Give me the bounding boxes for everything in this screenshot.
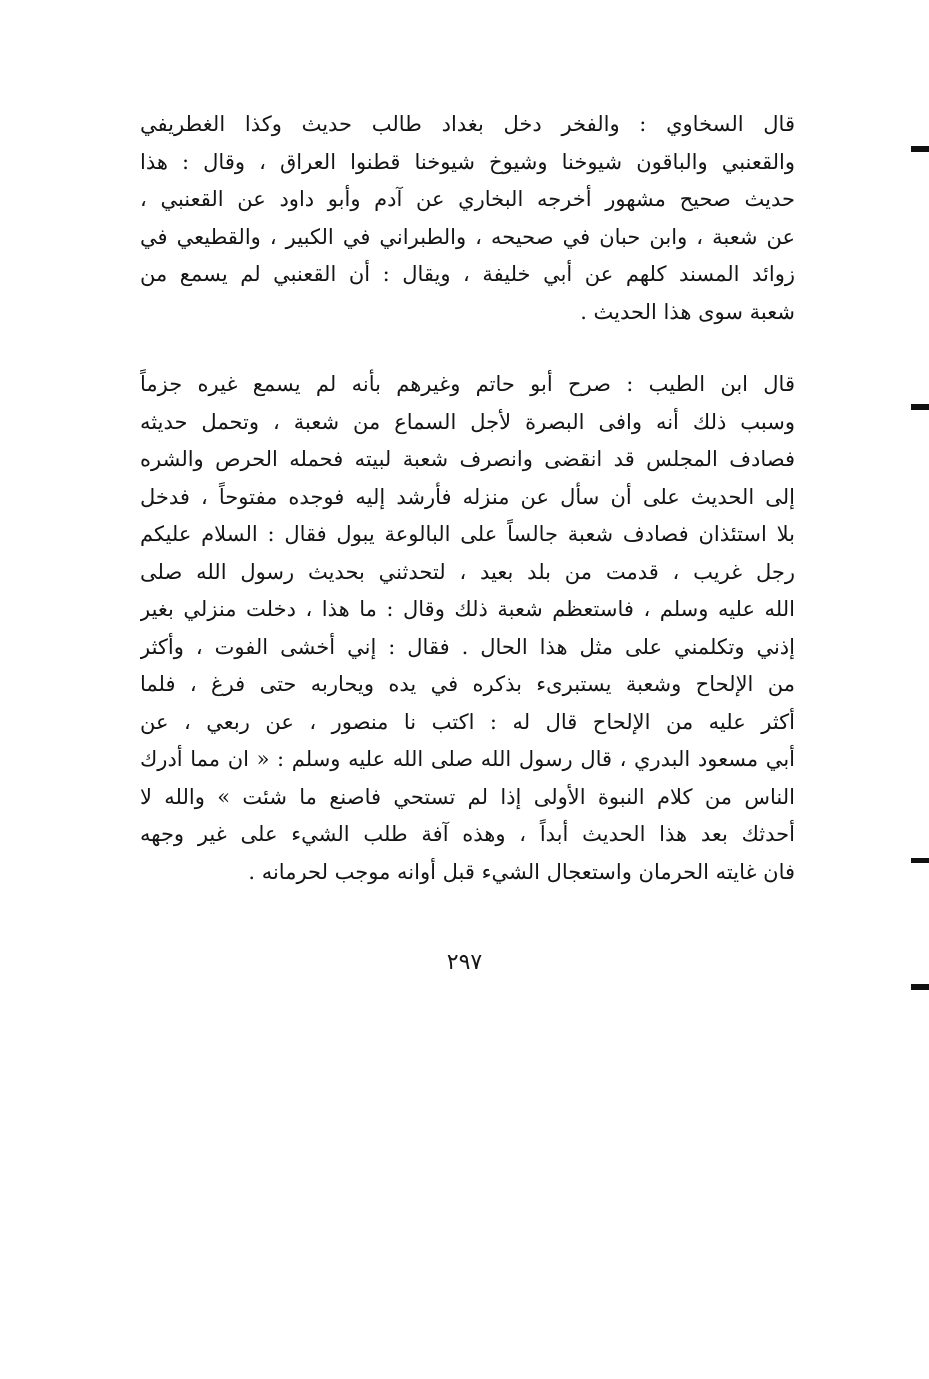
text-line: رجل غريب ، قدمت من بلد بعيد ، لتحدثني بحديث رسول الله صلى [140, 559, 795, 584]
text-line: الناس من كلام النبوة الأولى إذا لم تستحي فاصنع ما شئت » والله لا [140, 784, 795, 809]
text-line: والقعنبي والباقون شيوخنا وشيوخ شيوخنا قطنوا العراق ، وقال : هذا [140, 149, 795, 174]
text-line: شعبة سوى هذا الحديث . [580, 299, 795, 324]
text-line: بلا استئذان فصادف شعبة جالساً على البالوعة يبول فقال : السلام عليكم [140, 522, 795, 546]
text-line: زوائد المسند كلهم عن أبي خليفة ، ويقال : أن القعنبي لم يسمع من [140, 262, 795, 286]
text-line: فان غايته الحرمان واستعجال الشيء قبل أوانه موجب لحرمانه . [248, 859, 795, 884]
text-line: إذني وتكلمني على مثل هذا الحال . فقال : إني أخشى الفوت ، وأكثر [140, 634, 795, 659]
text-line: وسبب ذلك أنه وافى البصرة لأجل السماع من شعبة ، وتحمل حديثه [140, 409, 795, 434]
text-line: قال ابن الطيب : صرح أبو حاتم وغيرهم بأنه لم يسمع غيره جزماً [140, 372, 795, 396]
page-number: ٢٩٧ [446, 950, 483, 975]
text-line: حديث صحيح مشهور أخرجه البخاري عن آدم وأبو داود عن القعنبي ، [140, 187, 795, 211]
text-line: الله عليه وسلم ، فاستعظم شعبة ذلك وقال : ما هذا ، دخلت منزلي بغير [140, 597, 795, 621]
text-line: من الإلحاح وشعبة يستبرىء بذكره في يده ويحاربه حتى فرغ ، فلما [140, 672, 795, 696]
text-line: أحدثك بعد هذا الحديث أبداً ، وهذه آفة طلب الشيء على غير وجهه [140, 822, 795, 846]
paragraph-2 [140, 366, 795, 891]
paragraph-1 [140, 106, 795, 331]
text-line: أكثر عليه من الإلحاح قال له : اكتب نا منصور ، عن ربعي ، عن [140, 709, 795, 734]
scan-edge-mark [911, 404, 929, 410]
scan-edge-mark [911, 146, 929, 152]
text-line: أبي مسعود البدري ، قال رسول الله صلى الله عليه وسلم : « ان مما أدرك [140, 747, 795, 771]
scan-edge-mark [911, 984, 929, 990]
scan-edge-mark [911, 858, 929, 863]
text-line: إلى الحديث على أن سأل عن منزله فأرشد إليه فوجده مفتوحاً ، فدخل [140, 484, 795, 509]
text-line: فصادف المجلس قد انقضى وانصرف شعبة لبيته فحمله الحرص والشره [140, 447, 795, 471]
text-line: قال السخاوي : والفخر دخل بغداد طالب حديث وكذا الغطريفي [140, 112, 795, 136]
text-line: عن شعبة ، وابن حبان في صحيحه ، والطبراني في الكبير ، والقطيعي في [140, 224, 795, 249]
